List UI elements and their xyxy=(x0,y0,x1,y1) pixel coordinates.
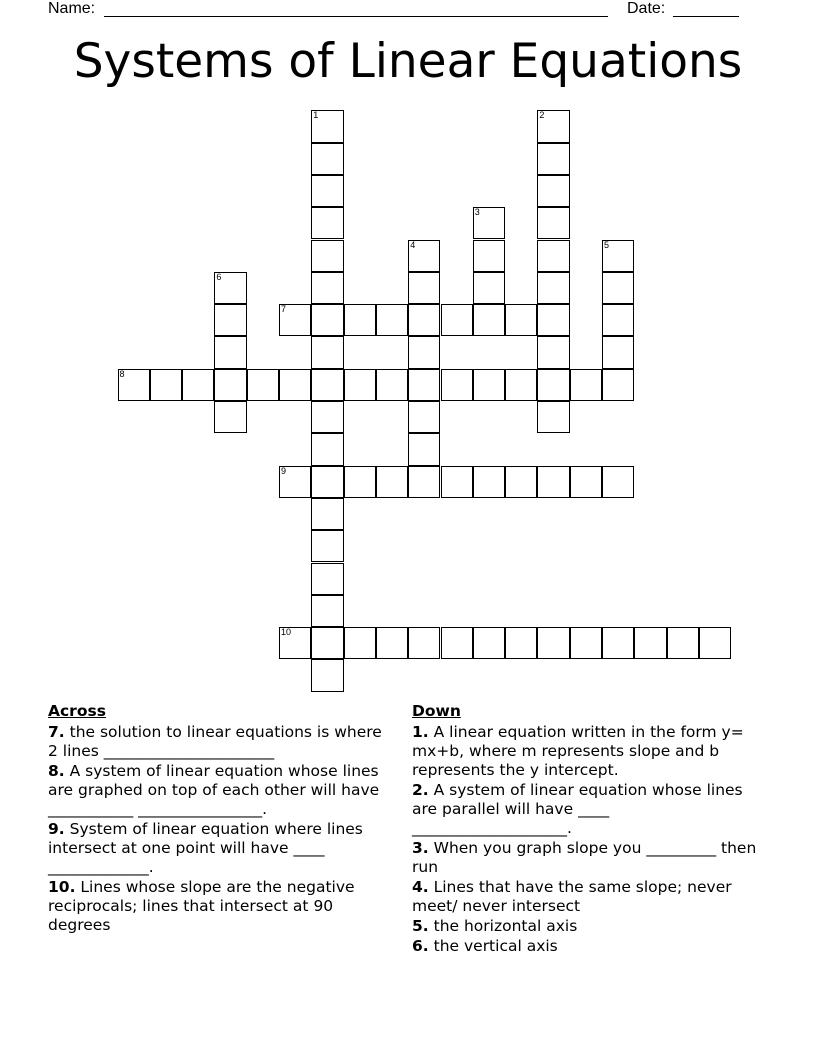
crossword-cell[interactable] xyxy=(408,369,440,401)
crossword-cell[interactable] xyxy=(376,369,408,401)
crossword-cell[interactable] xyxy=(214,272,246,304)
crossword-cell[interactable] xyxy=(279,304,311,336)
crossword-cell[interactable] xyxy=(441,627,473,659)
crossword-cell[interactable] xyxy=(408,466,440,498)
across-clue xyxy=(48,820,393,877)
across-clue xyxy=(48,723,393,761)
clue-text: A linear equation written in the form y= mx+b, where m represents slope and b represents the y intercept. xyxy=(412,723,749,779)
clue-number: 8. xyxy=(48,762,65,780)
crossword-cell[interactable] xyxy=(699,627,731,659)
clue-number-label: 3 xyxy=(474,207,480,218)
crossword-cell[interactable] xyxy=(602,627,634,659)
clue-number: 9. xyxy=(48,820,65,838)
crossword-cell[interactable] xyxy=(311,498,343,530)
clue-text: A system of linear equation whose lines are parallel will have ____ ____________________. xyxy=(412,781,748,837)
clue-number-label: 10 xyxy=(281,627,292,638)
crossword-cell[interactable] xyxy=(537,369,569,401)
crossword-cell[interactable] xyxy=(311,304,343,336)
crossword-cell[interactable] xyxy=(311,110,343,142)
crossword-cell[interactable] xyxy=(311,466,343,498)
crossword-cell[interactable] xyxy=(537,304,569,336)
crossword-cell[interactable] xyxy=(311,175,343,207)
clue-number: 6. xyxy=(412,937,429,955)
crossword-cell[interactable] xyxy=(505,369,537,401)
crossword-cell[interactable] xyxy=(247,369,279,401)
crossword-cell[interactable] xyxy=(473,240,505,272)
crossword-cell[interactable] xyxy=(602,272,634,304)
clue-text: the horizontal axis xyxy=(428,917,578,935)
crossword-cell[interactable] xyxy=(473,272,505,304)
crossword-cell[interactable] xyxy=(667,627,699,659)
crossword-cell[interactable] xyxy=(473,304,505,336)
clue-number-label: 7 xyxy=(281,304,287,315)
crossword-cell[interactable] xyxy=(537,272,569,304)
clue-number-label: 9 xyxy=(281,465,287,476)
crossword-cell[interactable] xyxy=(505,304,537,336)
crossword-cell[interactable] xyxy=(570,466,602,498)
crossword-cell[interactable] xyxy=(570,627,602,659)
crossword-cell[interactable] xyxy=(344,466,376,498)
crossword-cell[interactable] xyxy=(505,627,537,659)
crossword-cell[interactable] xyxy=(537,401,569,433)
crossword-cell[interactable] xyxy=(376,304,408,336)
crossword-cell[interactable] xyxy=(311,336,343,368)
clue-text: Lines that have the same slope; never meet/ never intersect xyxy=(412,878,737,915)
crossword-cell[interactable] xyxy=(537,466,569,498)
crossword-cell[interactable] xyxy=(441,466,473,498)
crossword-cell[interactable] xyxy=(150,369,182,401)
crossword-cell[interactable] xyxy=(311,272,343,304)
crossword-cell[interactable] xyxy=(311,659,343,691)
crossword-cell[interactable] xyxy=(118,369,150,401)
crossword-cell[interactable] xyxy=(344,627,376,659)
crossword-cell[interactable] xyxy=(634,627,666,659)
clue-text: When you graph slope you _________ then run xyxy=(412,839,762,876)
crossword-cell[interactable] xyxy=(214,401,246,433)
crossword-cell[interactable] xyxy=(602,240,634,272)
crossword-cell[interactable] xyxy=(311,563,343,595)
crossword-cell[interactable] xyxy=(311,143,343,175)
clue-number: 2. xyxy=(412,781,429,799)
crossword-cell[interactable] xyxy=(408,272,440,304)
crossword-cell[interactable] xyxy=(311,595,343,627)
crossword-cell[interactable] xyxy=(537,175,569,207)
crossword-cell[interactable] xyxy=(537,240,569,272)
clue-number-label: 5 xyxy=(604,239,610,250)
crossword-cell[interactable] xyxy=(214,304,246,336)
down-clue xyxy=(412,781,772,838)
clue-number-label: 8 xyxy=(119,368,125,379)
crossword-cell[interactable] xyxy=(505,466,537,498)
down-clue xyxy=(412,878,772,916)
crossword-cell[interactable] xyxy=(279,369,311,401)
crossword-cell[interactable] xyxy=(537,143,569,175)
crossword-cell[interactable] xyxy=(602,466,634,498)
date-label: Date: xyxy=(627,0,666,17)
crossword-cell[interactable] xyxy=(408,627,440,659)
page-title: Systems of Linear Equations xyxy=(73,34,743,89)
crossword-cell[interactable] xyxy=(311,401,343,433)
crossword-cell[interactable] xyxy=(473,627,505,659)
crossword-cell[interactable] xyxy=(311,240,343,272)
crossword-cell[interactable] xyxy=(537,336,569,368)
crossword-cell[interactable] xyxy=(376,627,408,659)
down-clue xyxy=(412,917,772,936)
crossword-cell[interactable] xyxy=(311,530,343,562)
across-clues xyxy=(48,702,393,936)
clue-text: System of linear equation where lines intersect at one point will have ____ _____________. xyxy=(48,820,368,876)
clue-text: Lines whose slope are the negative reciprocals; lines that intersect at 90 degrees xyxy=(48,878,360,934)
across-clue xyxy=(48,762,393,819)
clue-text: the vertical axis xyxy=(428,937,558,955)
across-clue xyxy=(48,878,393,935)
name-label: Name: xyxy=(48,0,96,17)
crossword-cell[interactable] xyxy=(537,627,569,659)
crossword-cell[interactable] xyxy=(602,336,634,368)
down-clues xyxy=(412,702,772,957)
across-heading: Across xyxy=(48,702,106,720)
crossword-cell[interactable] xyxy=(473,207,505,239)
crossword-cell[interactable] xyxy=(182,369,214,401)
crossword-cell[interactable] xyxy=(311,207,343,239)
clue-number: 3. xyxy=(412,839,429,857)
crossword-cell[interactable] xyxy=(602,369,634,401)
clue-number: 5. xyxy=(412,917,429,935)
crossword-cell[interactable] xyxy=(408,240,440,272)
clue-text: the solution to linear equations is where 2 lines ______________________ xyxy=(48,723,387,760)
crossword-cell[interactable] xyxy=(408,336,440,368)
crossword-cell[interactable] xyxy=(344,304,376,336)
crossword-cell[interactable] xyxy=(441,304,473,336)
crossword-cell[interactable] xyxy=(473,466,505,498)
clue-number: 1. xyxy=(412,723,429,741)
down-clue xyxy=(412,723,772,780)
crossword-cell[interactable] xyxy=(537,207,569,239)
crossword-cell[interactable] xyxy=(570,369,602,401)
down-heading: Down xyxy=(412,702,461,720)
crossword-cell[interactable] xyxy=(537,110,569,142)
clue-number-label: 2 xyxy=(539,110,545,121)
crossword-cell[interactable] xyxy=(408,433,440,465)
crossword-cell[interactable] xyxy=(311,627,343,659)
crossword-cell[interactable] xyxy=(214,336,246,368)
crossword-cell[interactable] xyxy=(408,401,440,433)
crossword-cell[interactable] xyxy=(441,369,473,401)
down-clue xyxy=(412,937,772,956)
clue-number-label: 6 xyxy=(216,271,222,282)
crossword-cell[interactable] xyxy=(214,369,246,401)
crossword-cell[interactable] xyxy=(279,466,311,498)
clue-number: 4. xyxy=(412,878,429,896)
clue-number-label: 1 xyxy=(313,110,319,121)
crossword-cell[interactable] xyxy=(311,433,343,465)
down-clue xyxy=(412,839,772,877)
crossword-cell[interactable] xyxy=(279,627,311,659)
crossword-cell[interactable] xyxy=(408,304,440,336)
clue-number: 10. xyxy=(48,878,76,896)
crossword-cell[interactable] xyxy=(311,369,343,401)
clue-text: A system of linear equation whose lines are graphed on top of each other will have ___________ ________________. xyxy=(48,762,385,818)
clue-number: 7. xyxy=(48,723,65,741)
crossword-cell[interactable] xyxy=(602,304,634,336)
crossword-cell[interactable] xyxy=(376,466,408,498)
crossword-cell[interactable] xyxy=(344,369,376,401)
clue-number-label: 4 xyxy=(410,239,416,250)
crossword-cell[interactable] xyxy=(473,369,505,401)
